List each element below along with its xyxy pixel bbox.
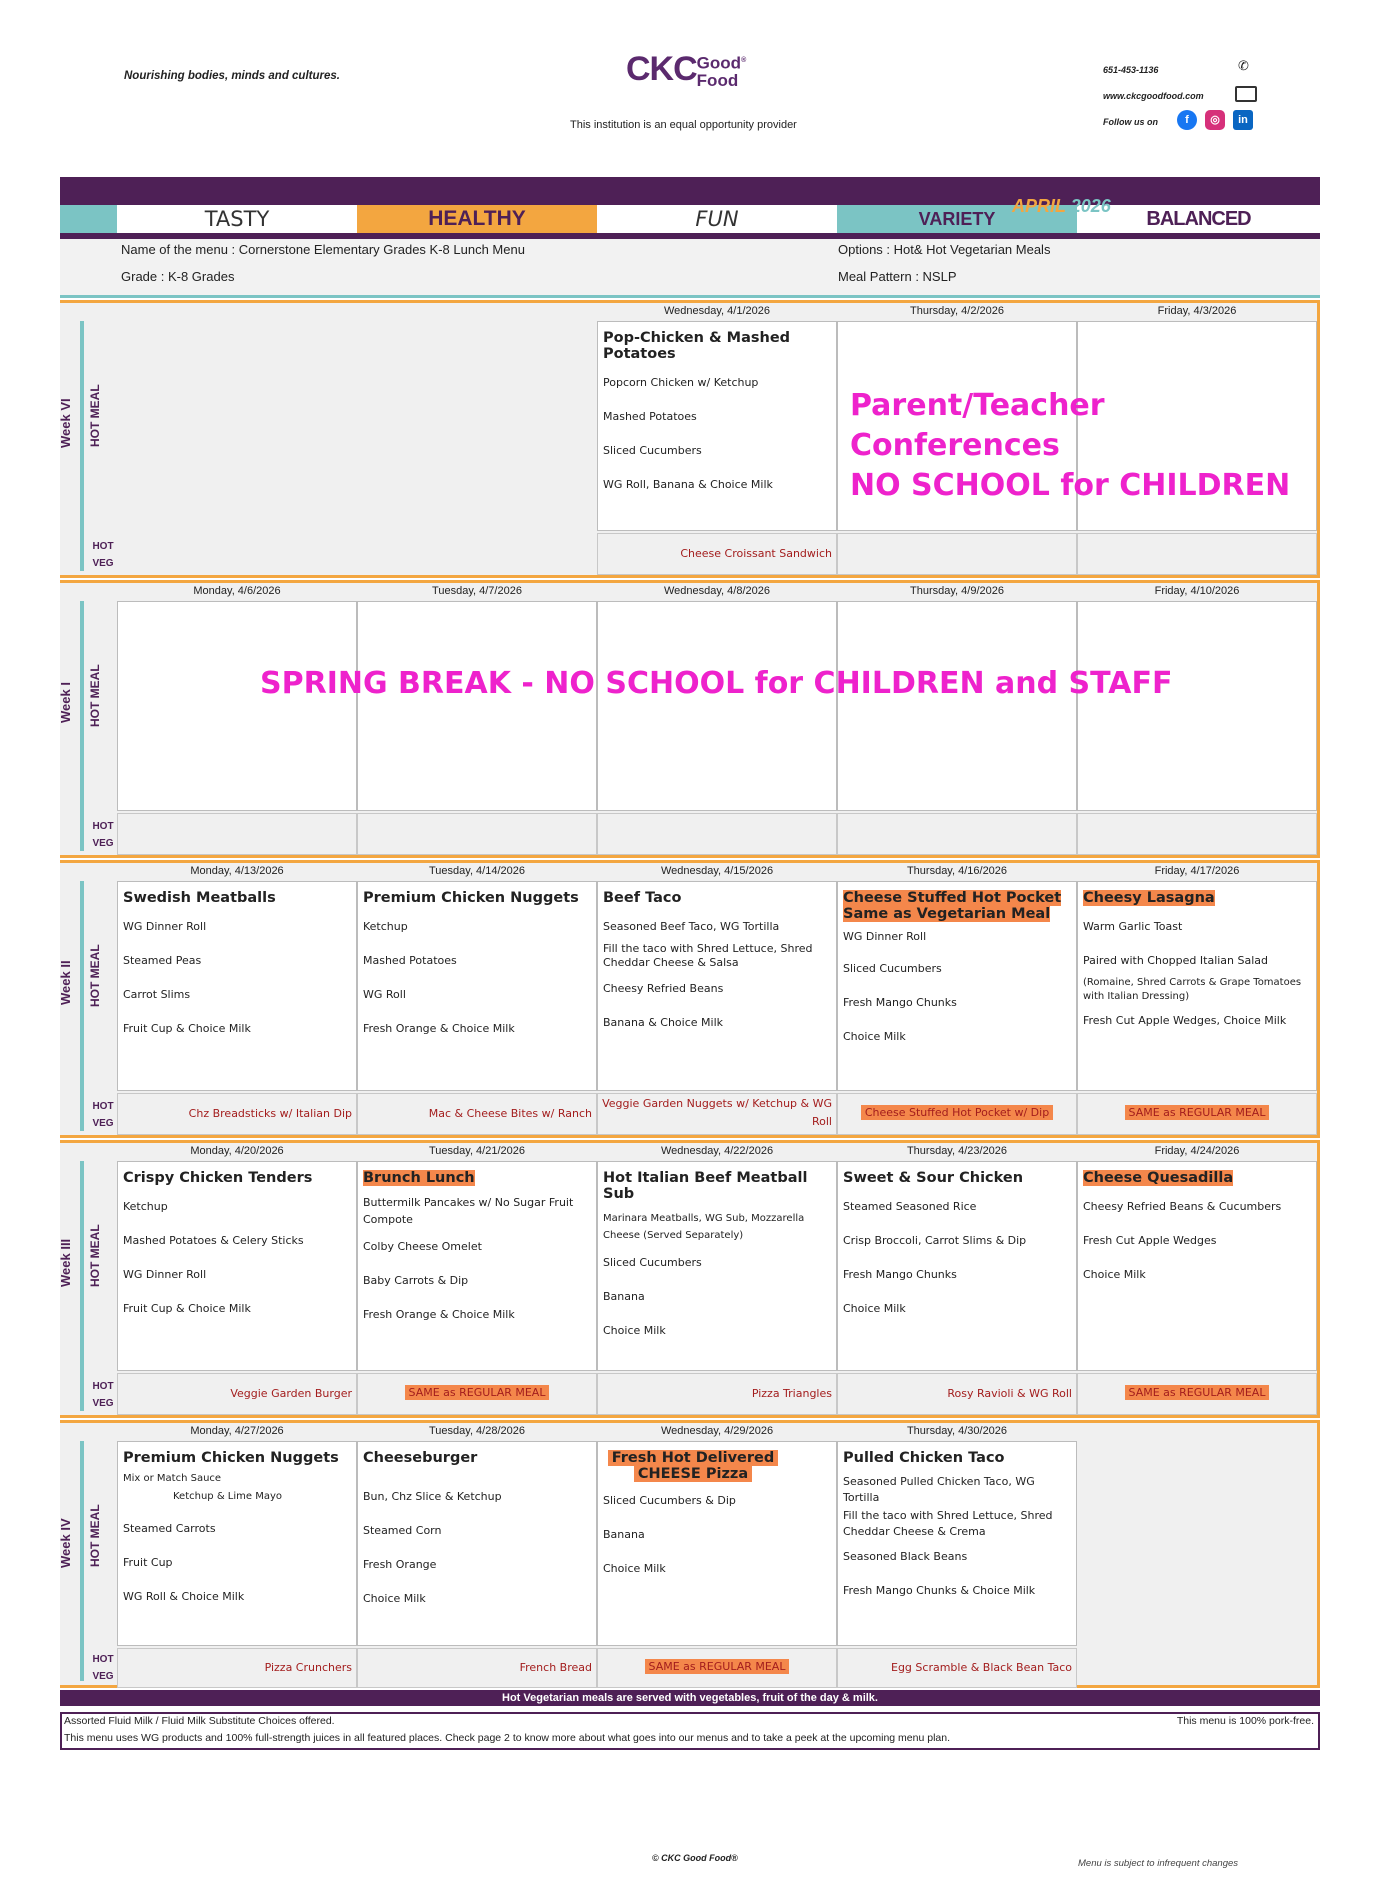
meal-title: Cheese Quesadilla bbox=[1083, 1170, 1234, 1186]
meal-item: Sliced Cucumbers & Dip bbox=[603, 1494, 736, 1507]
meal-item: Mashed Potatoes bbox=[363, 954, 457, 967]
week-i bbox=[60, 580, 1320, 858]
meal-cell bbox=[1077, 1161, 1317, 1371]
week-ii bbox=[60, 860, 1320, 1138]
week-label: Week I bbox=[58, 682, 73, 724]
veg-cell bbox=[117, 813, 357, 855]
meal-cell bbox=[357, 601, 597, 811]
meal-title: Brunch Lunch bbox=[363, 1170, 475, 1186]
meal-cell bbox=[597, 881, 837, 1091]
facebook-icon[interactable]: f bbox=[1177, 110, 1197, 130]
copyright: © CKC Good Food® bbox=[652, 1853, 738, 1863]
follow-us-label: Follow us on bbox=[1103, 117, 1158, 127]
date-tue: Tuesday, 4/21/2026 bbox=[428, 1145, 525, 1157]
instagram-icon[interactable]: ◎ bbox=[1205, 110, 1225, 130]
meal-title: Cheese Stuffed Hot Pocket Same as Vegetarian Meal bbox=[843, 890, 1062, 922]
date-mon: Monday, 4/27/2026 bbox=[190, 1425, 284, 1437]
meal-item: Mashed Potatoes bbox=[603, 410, 697, 423]
week-bar bbox=[80, 601, 84, 851]
veg-cell: Pizza Triangles bbox=[597, 1373, 837, 1415]
meal-cell bbox=[597, 601, 837, 811]
spring-break-notice: SPRING BREAK - NO SCHOOL for CHILDREN and STAFF bbox=[260, 666, 1173, 701]
conference-notice: Parent/Teacher Conferences NO SCHOOL for CHILDREN bbox=[850, 388, 1291, 503]
meal-item: Cheesy Refried Beans bbox=[603, 982, 724, 995]
meal-item: WG Dinner Roll bbox=[843, 930, 927, 943]
meal-item: Crisp Broccoli, Carrot Slims & Dip bbox=[843, 1234, 1027, 1247]
hot-meal-label: HOT MEAL bbox=[88, 944, 102, 1008]
date-thu: Thursday, 4/30/2026 bbox=[906, 1425, 1008, 1437]
meal-item: Sliced Cucumbers bbox=[843, 962, 942, 975]
meal-item: Fresh Cut Apple Wedges, Choice Milk bbox=[1083, 1014, 1287, 1027]
meal-pattern: Meal Pattern : NSLP bbox=[838, 269, 957, 284]
date-wed: Wednesday, 4/22/2026 bbox=[660, 1145, 774, 1157]
meal-item: Sliced Cucumbers bbox=[603, 1256, 702, 1269]
meal-cell bbox=[597, 321, 837, 531]
meal-item: Banana bbox=[603, 1290, 645, 1303]
date-wed: Wednesday, 4/29/2026 bbox=[660, 1425, 774, 1437]
linkedin-icon[interactable]: in bbox=[1233, 110, 1253, 130]
hot-veg-label: HOT VEG bbox=[92, 541, 114, 569]
meal-cell bbox=[357, 881, 597, 1091]
meal-item: Baby Carrots & Dip bbox=[363, 1274, 469, 1287]
meal-cell bbox=[357, 1161, 597, 1371]
meal-item: Bun, Chz Slice & Ketchup bbox=[363, 1490, 502, 1503]
week-label: Week VI bbox=[58, 398, 73, 448]
menu-grade: Grade : K-8 Grades bbox=[121, 269, 235, 284]
meal-cell bbox=[117, 1441, 357, 1646]
laptop-icon bbox=[1235, 86, 1257, 102]
week-label: Week II bbox=[58, 960, 73, 1006]
date-wed: Wednesday, 4/1/2026 bbox=[663, 305, 770, 317]
phone-icon: ✆ bbox=[1238, 58, 1249, 73]
veg-cell: SAME as REGULAR MEAL bbox=[1077, 1373, 1317, 1415]
hot-meal-label: HOT MEAL bbox=[88, 384, 102, 448]
veg-cell: SAME as REGULAR MEAL bbox=[357, 1373, 597, 1415]
date-tue: Tuesday, 4/14/2026 bbox=[428, 865, 525, 877]
date-thu: Thursday, 4/16/2026 bbox=[906, 865, 1008, 877]
date-thu: Thursday, 4/9/2026 bbox=[910, 585, 1004, 597]
meal-cell bbox=[597, 1441, 837, 1646]
veg-cell: Pizza Crunchers bbox=[117, 1648, 357, 1688]
meal-item: Ketchup & Lime Mayo bbox=[173, 1491, 283, 1502]
changes-note: Menu is subject to infrequent changes bbox=[1078, 1858, 1239, 1869]
meal-item: Choice Milk bbox=[603, 1324, 666, 1337]
tab-variety: VARIETY bbox=[837, 205, 1077, 233]
meal-item: Buttermilk Pancakes w/ No Sugar Fruit Compote bbox=[363, 1196, 574, 1226]
meal-item: (Romaine, Shred Carrots & Grape Tomatoes with Italian Dressing) bbox=[1083, 977, 1302, 1002]
date-fri: Friday, 4/10/2026 bbox=[1154, 585, 1240, 597]
date-mon: Monday, 4/20/2026 bbox=[190, 1145, 284, 1157]
veg-cell: French Bread bbox=[357, 1648, 597, 1688]
logo-good-food: Good® Food bbox=[696, 54, 747, 90]
veg-cell bbox=[1077, 813, 1317, 855]
meal-item: Seasoned Black Beans bbox=[843, 1550, 968, 1563]
meal-item: Cheesy Refried Beans & Cucumbers bbox=[1083, 1200, 1282, 1213]
menu-options: Options : Hot& Hot Vegetarian Meals bbox=[838, 242, 1051, 257]
meal-item: Paired with Chopped Italian Salad bbox=[1083, 954, 1269, 967]
meal-cell bbox=[117, 1161, 357, 1371]
veg-cell: Chz Breadsticks w/ Italian Dip bbox=[117, 1093, 357, 1135]
meal-title: Cheeseburger bbox=[363, 1450, 478, 1466]
date-mon: Monday, 4/13/2026 bbox=[190, 865, 284, 877]
meal-item: Banana & Choice Milk bbox=[603, 1016, 724, 1029]
veg-cell-fri bbox=[1077, 533, 1317, 575]
menu-notes bbox=[60, 1712, 1320, 1750]
tagline: Nourishing bodies, minds and cultures. bbox=[124, 70, 340, 82]
hot-veg-label: HOT VEG bbox=[92, 1101, 114, 1129]
meal-item: Fresh Orange bbox=[363, 1558, 437, 1571]
meal-item: Mix or Match Sauce bbox=[123, 1473, 222, 1484]
meal-item: Fill the taco with Shred Lettuce, Shred Cheddar Cheese & Salsa bbox=[603, 942, 813, 969]
meal-item: Steamed Peas bbox=[123, 954, 202, 967]
date-wed: Wednesday, 4/8/2026 bbox=[663, 585, 770, 597]
meal-title: Crispy Chicken Tenders bbox=[123, 1170, 313, 1186]
week-bar bbox=[80, 1441, 84, 1681]
meal-item: Choice Milk bbox=[843, 1030, 906, 1043]
week-bar bbox=[80, 1161, 84, 1411]
meal-item: Ketchup bbox=[123, 1200, 168, 1213]
meal-title: Pop-Chicken & Mashed Potatoes bbox=[603, 330, 791, 362]
date-tue: Tuesday, 4/28/2026 bbox=[428, 1425, 525, 1437]
meal-item: WG Dinner Roll bbox=[123, 1268, 207, 1281]
tab-fun: FUN bbox=[597, 205, 837, 233]
tab-tasty: TASTY bbox=[117, 205, 357, 233]
meal-item: Popcorn Chicken w/ Ketchup bbox=[603, 376, 759, 389]
meal-item: Marinara Meatballs, WG Sub, Mozzarella Cheese (Served Separately) bbox=[603, 1213, 805, 1241]
veg-cell-thu bbox=[837, 533, 1077, 575]
vegetarian-note: Hot Vegetarian meals are served with vegetables, fruit of the day & milk. bbox=[60, 1690, 1320, 1706]
date-fri: Friday, 4/3/2026 bbox=[1157, 305, 1237, 317]
meal-cell bbox=[117, 601, 357, 811]
meal-item: Seasoned Beef Taco, WG Tortilla bbox=[603, 920, 780, 933]
meal-item: Fresh Cut Apple Wedges bbox=[1083, 1234, 1217, 1247]
meal-item: Colby Cheese Omelet bbox=[363, 1240, 482, 1253]
date-wed: Wednesday, 4/15/2026 bbox=[660, 865, 774, 877]
meal-item: Sliced Cucumbers bbox=[603, 444, 702, 457]
veg-cell bbox=[357, 813, 597, 855]
meal-item: WG Roll & Choice Milk bbox=[123, 1590, 245, 1603]
meal-item: WG Dinner Roll bbox=[123, 920, 207, 933]
meal-item: Fruit Cup & Choice Milk bbox=[123, 1302, 251, 1315]
meal-item: Fresh Orange & Choice Milk bbox=[363, 1022, 515, 1035]
week-label: Week IV bbox=[58, 1518, 73, 1568]
hot-meal-label: HOT MEAL bbox=[88, 1224, 102, 1288]
top-banner bbox=[60, 177, 1320, 205]
date-thu: Thursday, 4/2/2026 bbox=[910, 305, 1004, 317]
veg-cell bbox=[597, 813, 837, 855]
meal-item: Choice Milk bbox=[363, 1592, 426, 1605]
meal-item: Fresh Mango Chunks bbox=[843, 996, 957, 1009]
veg-cell: Egg Scramble & Black Bean Taco bbox=[837, 1648, 1077, 1688]
week-vi bbox=[60, 300, 1320, 578]
meal-title: Hot Italian Beef Meatball Sub bbox=[603, 1170, 808, 1202]
meal-title: Premium Chicken Nuggets bbox=[123, 1450, 339, 1466]
week-label: Week III bbox=[58, 1238, 73, 1288]
veg-cell: SAME as REGULAR MEAL bbox=[597, 1648, 837, 1688]
tab-spacer bbox=[60, 205, 117, 233]
veg-cell: Mac & Cheese Bites w/ Ranch bbox=[357, 1093, 597, 1135]
equal-opportunity-statement: This institution is an equal opportunity provider bbox=[570, 119, 797, 131]
meal-cell bbox=[837, 1441, 1077, 1646]
logo-ckc: CKC bbox=[626, 50, 697, 88]
meal-cell bbox=[357, 1441, 597, 1646]
meal-item: WG Roll bbox=[363, 988, 406, 1001]
tab-healthy: HEALTHY bbox=[357, 205, 597, 233]
menu-info bbox=[60, 239, 1320, 295]
meal-item: Steamed Corn bbox=[363, 1524, 442, 1537]
meal-item: Steamed Carrots bbox=[123, 1522, 216, 1535]
veg-cell: Veggie Garden Nuggets w/ Ketchup & WG Roll bbox=[597, 1093, 837, 1135]
meal-item: Carrot Slims bbox=[123, 988, 191, 1001]
meal-title: Beef Taco bbox=[603, 890, 682, 906]
meal-item: Choice Milk bbox=[1083, 1268, 1146, 1281]
meal-item: Fresh Mango Chunks bbox=[843, 1268, 957, 1281]
meal-title: Fresh Hot Delivered CHEESE Pizza bbox=[603, 1450, 783, 1482]
date-mon: Monday, 4/6/2026 bbox=[193, 585, 281, 597]
meal-cell bbox=[1077, 601, 1317, 811]
veg-cell bbox=[837, 813, 1077, 855]
meal-item: Fill the taco with Shred Lettuce, Shred Cheddar Cheese & Crema bbox=[843, 1509, 1053, 1538]
meal-item: Choice Milk bbox=[603, 1562, 666, 1575]
meal-item: Banana bbox=[603, 1528, 645, 1541]
website[interactable]: www.ckcgoodfood.com bbox=[1103, 91, 1204, 101]
meal-cell bbox=[837, 881, 1077, 1091]
whole-grain-note: This menu uses WG products and 100% full-strength juices in all featured places. Check page 2 to know more about what goes into our menus and to take a peek at the upcoming menu plan. bbox=[64, 1732, 951, 1744]
info-divider bbox=[60, 295, 1320, 298]
meal-item: Fruit Cup & Choice Milk bbox=[123, 1022, 251, 1035]
meal-title: Pulled Chicken Taco bbox=[843, 1450, 1005, 1466]
week-bar bbox=[80, 881, 84, 1131]
hot-veg-label: HOT VEG bbox=[92, 1654, 114, 1682]
meal-item: Fruit Cup bbox=[123, 1556, 173, 1569]
meal-item: Warm Garlic Toast bbox=[1083, 920, 1183, 933]
meal-cell bbox=[837, 1161, 1077, 1371]
veg-cell: Rosy Ravioli & WG Roll bbox=[837, 1373, 1077, 1415]
meal-cell bbox=[837, 601, 1077, 811]
hot-veg-label: HOT VEG bbox=[92, 1381, 114, 1409]
ckc-logo bbox=[626, 50, 746, 89]
meal-title: Cheesy Lasagna bbox=[1083, 890, 1215, 906]
meal-cell bbox=[117, 881, 357, 1091]
date-fri: Friday, 4/24/2026 bbox=[1154, 1145, 1240, 1157]
hot-veg-label: HOT VEG bbox=[92, 821, 114, 849]
meal-title: Swedish Meatballs bbox=[123, 890, 276, 906]
pork-free-note: This menu is 100% pork-free. bbox=[1176, 1715, 1314, 1727]
meal-title: Sweet & Sour Chicken bbox=[843, 1170, 1024, 1186]
meal-cell bbox=[597, 1161, 837, 1371]
phone-number: 651-453-1136 bbox=[1103, 65, 1159, 75]
veg-cell: Veggie Garden Burger bbox=[117, 1373, 357, 1415]
meal-item: Steamed Seasoned Rice bbox=[843, 1200, 977, 1213]
meal-item: Choice Milk bbox=[843, 1302, 906, 1315]
date-thu: Thursday, 4/23/2026 bbox=[906, 1145, 1008, 1157]
meal-item: Ketchup bbox=[363, 920, 408, 933]
week-bar bbox=[80, 321, 84, 571]
meal-item: Fresh Mango Chunks & Choice Milk bbox=[843, 1584, 1036, 1597]
meal-item: Mashed Potatoes & Celery Sticks bbox=[123, 1234, 304, 1247]
date-tue: Tuesday, 4/7/2026 bbox=[432, 585, 522, 597]
week-iii bbox=[60, 1140, 1320, 1418]
veg-cell: Cheese Stuffed Hot Pocket w/ Dip bbox=[837, 1093, 1077, 1135]
hot-meal-label: HOT MEAL bbox=[88, 1504, 102, 1568]
veg-cell: Cheese Croissant Sandwich bbox=[597, 533, 837, 575]
meal-title: Premium Chicken Nuggets bbox=[363, 890, 579, 906]
menu-name: Name of the menu : Cornerstone Elementary Grades K-8 Lunch Menu bbox=[121, 242, 525, 257]
week-iv bbox=[60, 1420, 1320, 1688]
meal-item: WG Roll, Banana & Choice Milk bbox=[603, 478, 773, 491]
milk-note: Assorted Fluid Milk / Fluid Milk Substitute Choices offered. bbox=[64, 1715, 335, 1727]
date-fri: Friday, 4/17/2026 bbox=[1154, 865, 1240, 877]
meal-cell bbox=[1077, 881, 1317, 1091]
veg-cell: SAME as REGULAR MEAL bbox=[1077, 1093, 1317, 1135]
month-label: APRIL 2026 bbox=[1012, 196, 1111, 216]
meal-item: Seasoned Pulled Chicken Taco, WG Tortilla bbox=[843, 1475, 1035, 1504]
theme-tabs bbox=[60, 205, 1320, 233]
tab-balanced: BALANCED bbox=[1077, 205, 1320, 233]
meal-item: Fresh Orange & Choice Milk bbox=[363, 1308, 515, 1321]
hot-meal-label: HOT MEAL bbox=[88, 664, 102, 728]
